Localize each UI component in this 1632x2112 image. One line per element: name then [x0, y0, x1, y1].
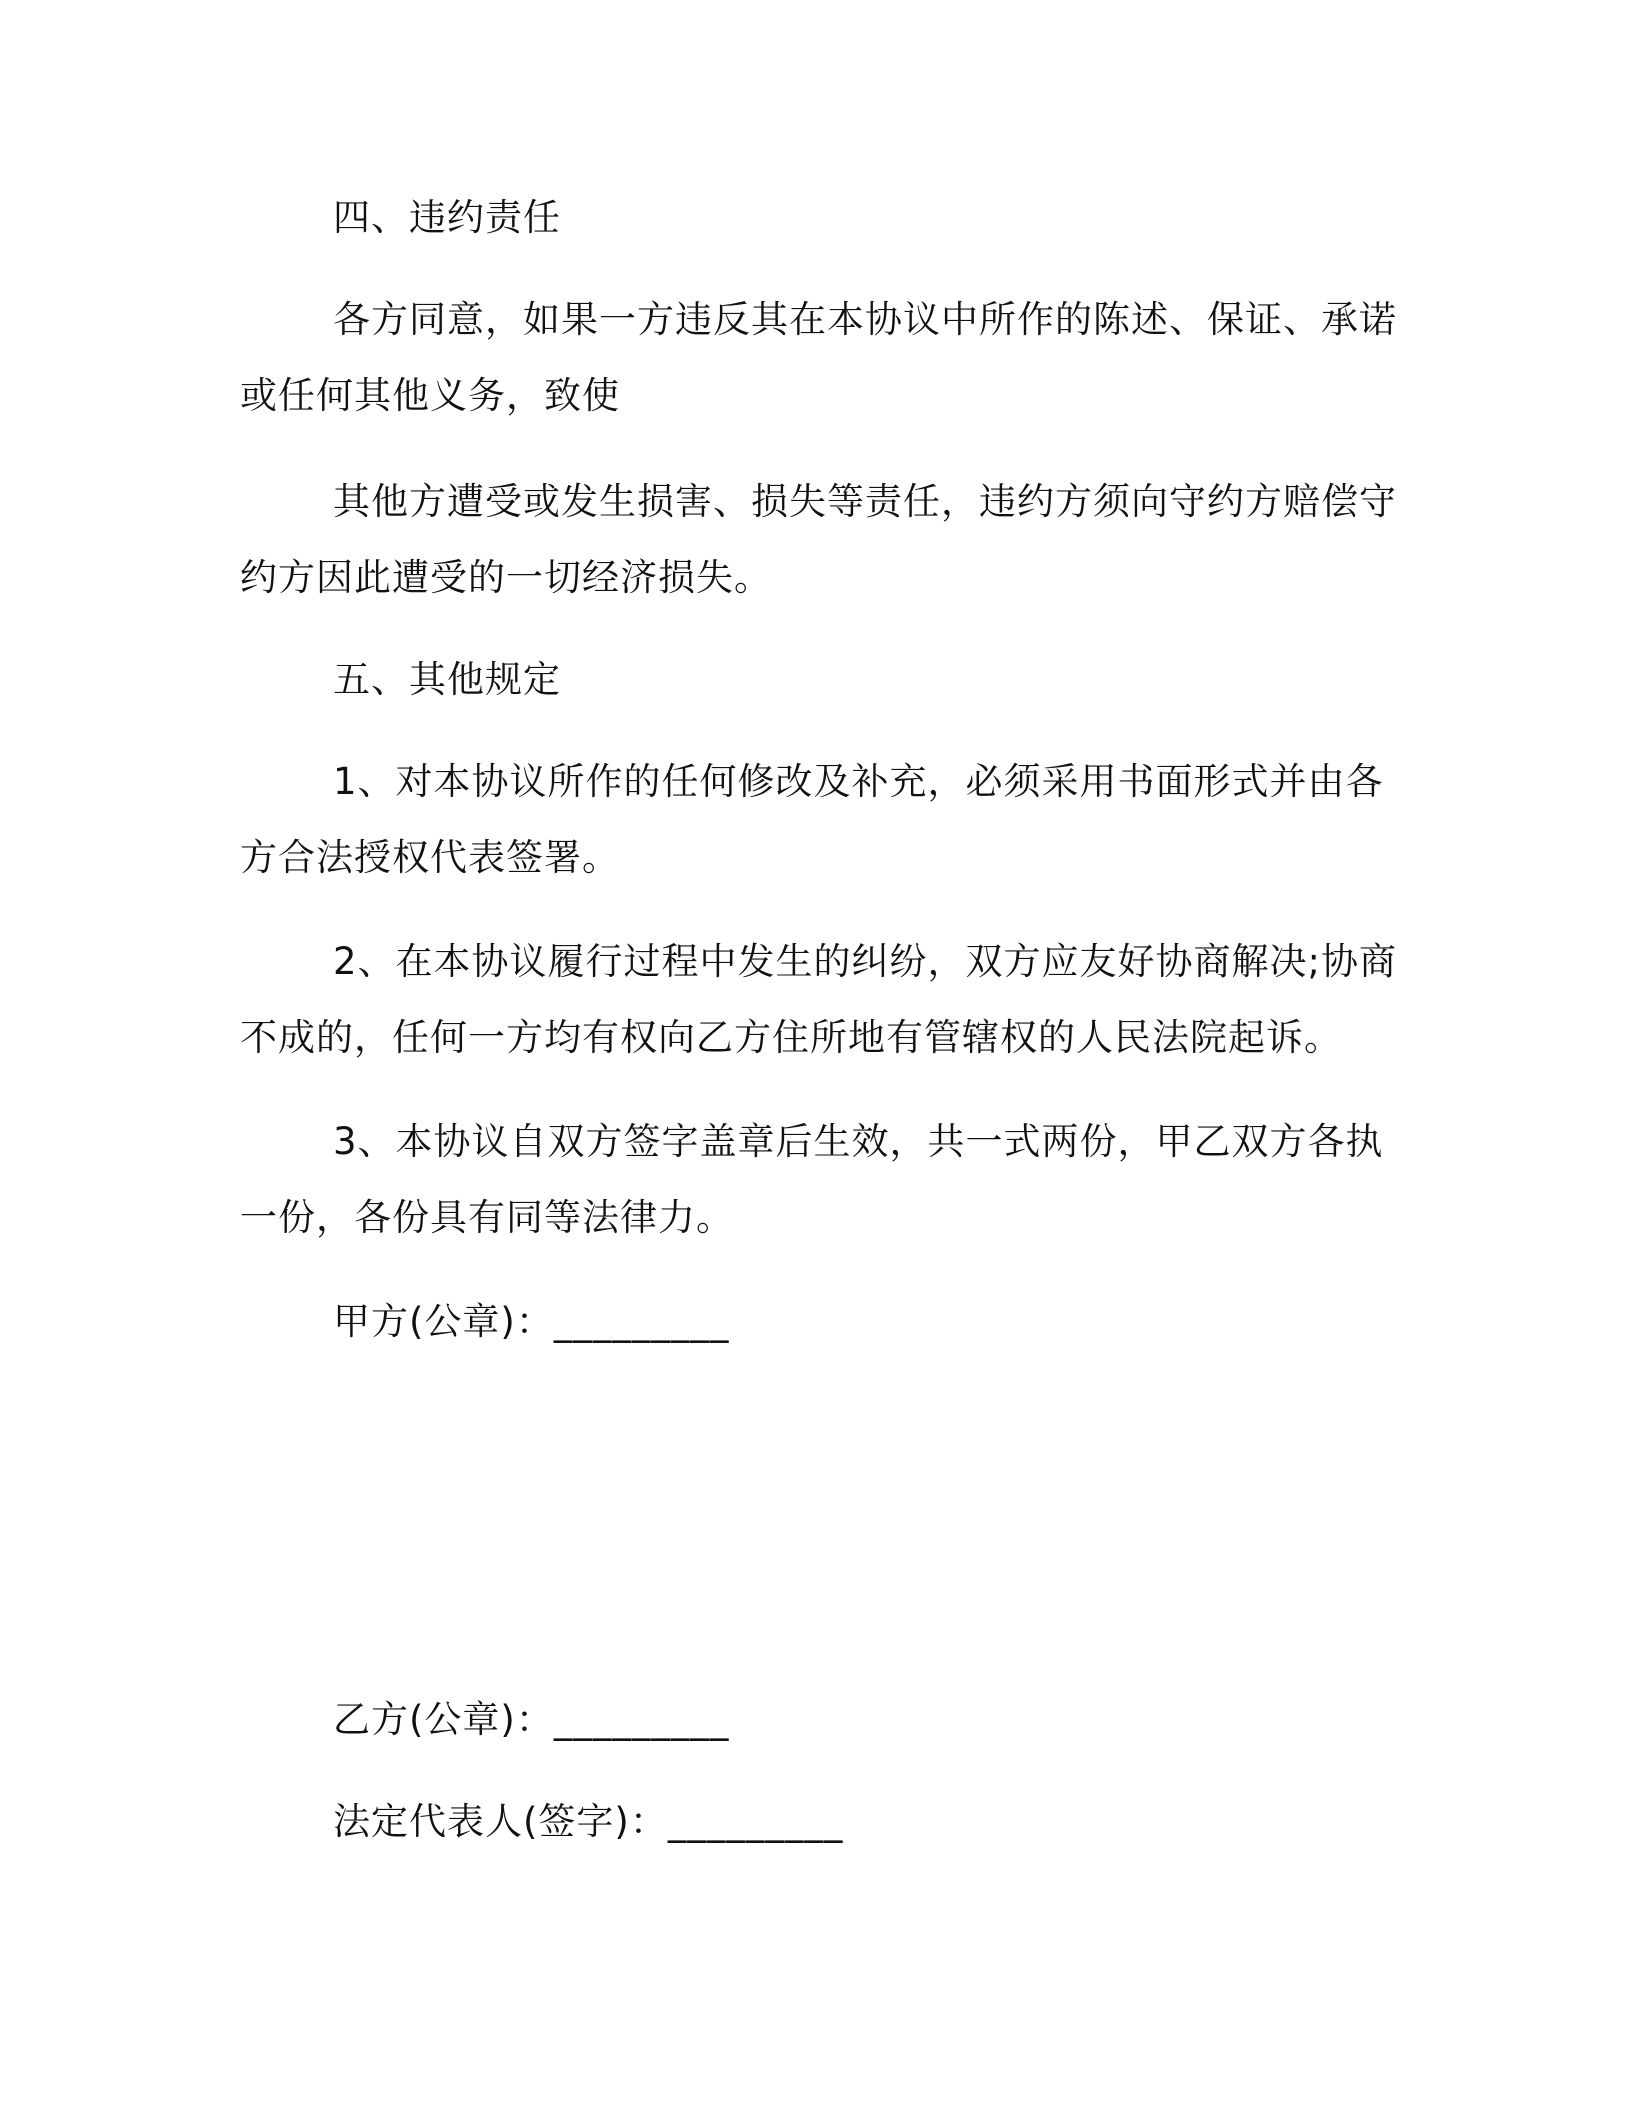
- clause-item-1-line: 1、对本协议所作的任何修改及补充，必须采用书面形式并由各: [333, 760, 1384, 803]
- party-a-seal-field: 甲方(公章)：_________: [333, 1300, 730, 1343]
- legal-representative-signature-field: 法定代表人(签字)：_________: [333, 1800, 844, 1843]
- clause-item-1-line: 方合法授权代表签署。: [240, 836, 620, 879]
- paragraph-line: 约方因此遭受的一切经济损失。: [240, 556, 772, 599]
- clause-item-2-line: 2、在本协议履行过程中发生的纠纷，双方应友好协商解决;协商: [333, 940, 1398, 983]
- section-heading-breach-liability: 四、违约责任: [333, 196, 561, 239]
- paragraph-line: 其他方遭受或发生损害、损失等责任，违约方须向守约方赔偿守: [333, 480, 1397, 523]
- clause-item-2-line: 不成的，任何一方均有权向乙方住所地有管辖权的人民法院起诉。: [240, 1016, 1342, 1059]
- clause-item-3-line: 3、本协议自双方签字盖章后生效，共一式两份，甲乙双方各执: [333, 1120, 1384, 1163]
- paragraph-line: 或任何其他义务，致使: [240, 374, 620, 417]
- clause-item-3-line: 一份，各份具有同等法律力。: [240, 1196, 734, 1239]
- section-heading-other-provisions: 五、其他规定: [333, 658, 561, 701]
- paragraph-line: 各方同意，如果一方违反其在本协议中所作的陈述、保证、承诺: [333, 298, 1397, 341]
- party-b-seal-field: 乙方(公章)：_________: [333, 1698, 730, 1741]
